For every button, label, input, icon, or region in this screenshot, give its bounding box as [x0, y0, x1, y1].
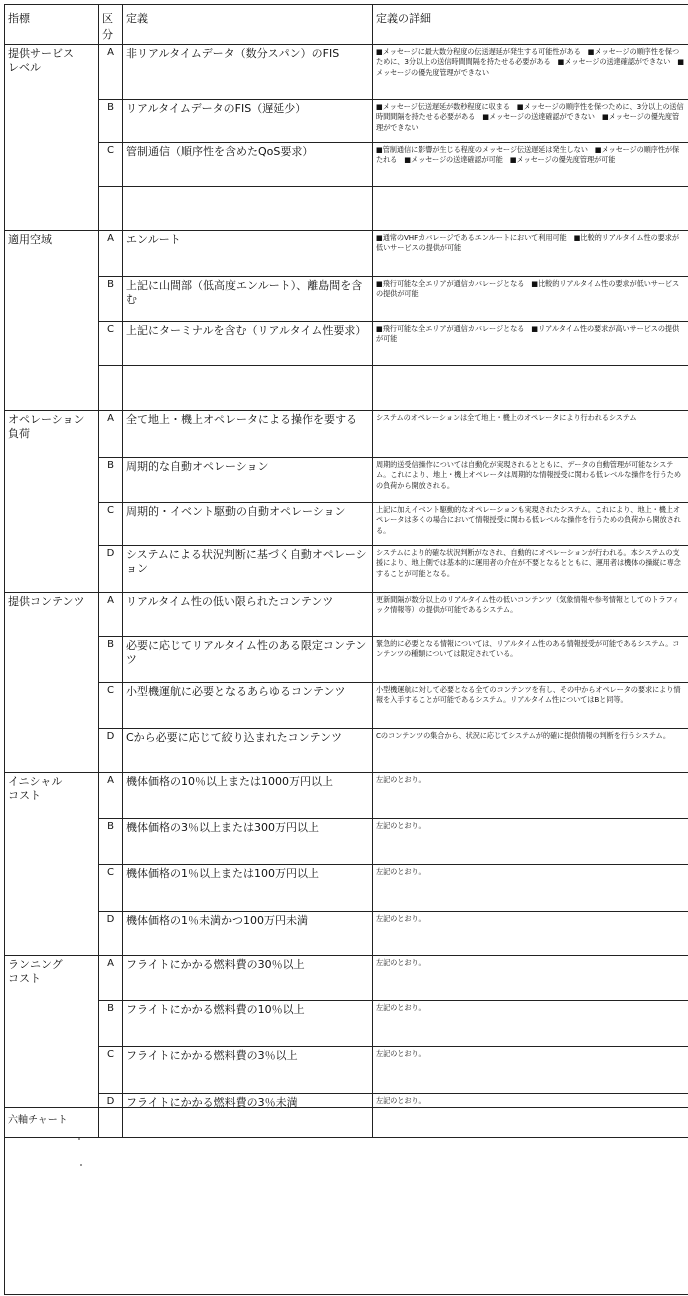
table-row: [5, 45, 688, 100]
class-cell: [99, 187, 123, 231]
header-class: 区分: [99, 5, 123, 45]
indicator-name-line: 負荷: [8, 427, 30, 440]
detail-cell: 周期的送受信操作については自動化が実現されるとともに、データの自動管理が可能なシステム。これにより、地上・機上オペレータは周期的な情報授受に関わる低レベルな操作を行うための負荷から開放される。: [373, 458, 688, 503]
class-cell: D: [99, 1094, 123, 1138]
detail-cell: ■通常のVHFカバレージであるエンルートにおいて利用可能 ■比較的リアルタイム性の要求が低いサービスの提供が可能: [373, 231, 688, 277]
definition-cell: 小型機運航に必要となるあらゆるコンテンツ: [123, 683, 373, 729]
detail-cell: [373, 187, 688, 231]
definition-cell: 上記に山間部（低高度エンルート）、離島間を含む: [123, 277, 373, 322]
detail-cell: ■メッセージに最大数分程度の伝送遅延が発生する可能性がある ■メッセージの順序性を保つために、3分以上の送信時間間隔を持たせる必要がある ■メッセージの送達確認ができない ■メッセージの優先度管理ができない: [373, 45, 688, 100]
definition-cell: 必要に応じてリアルタイム性のある限定コンテンツ: [123, 637, 373, 683]
table-row: [5, 187, 688, 231]
definition-cell: フライトにかかる燃料費の3％未満: [123, 1094, 373, 1138]
detail-cell: ■管制通信に影響が生じる程度のメッセージ伝送遅延は発生しない ■メッセージの順序性が保たれる ■メッセージの送達確認が可能 ■メッセージの優先度管理が可能: [373, 143, 688, 187]
detail-cell: システムのオペレーションは全て地上・機上のオペレータにより行われるシステム: [373, 411, 688, 458]
table-row: [5, 322, 688, 366]
class-cell: A: [99, 411, 123, 458]
indicator-name-line: 適用空域: [8, 233, 52, 246]
detail-cell: 左記のとおり。: [373, 865, 688, 912]
table-row: [5, 637, 688, 683]
table-row: [5, 231, 688, 277]
table-row: [5, 503, 688, 546]
table-row: [5, 956, 688, 1001]
detail-cell: ■飛行可能な全エリアが通信カバレージとなる ■リアルタイム性の要求が高いサービスの提供が可能: [373, 322, 688, 366]
definition-cell: 周期的な自動オペレーション: [123, 458, 373, 503]
header-indicator: 指標: [5, 5, 99, 45]
indicator-name-line: 提供サービス: [8, 47, 74, 60]
table-row: [5, 729, 688, 773]
indicator-name-line: 提供コンテンツ: [8, 595, 85, 608]
class-cell: B: [99, 277, 123, 322]
indicator-cell: [5, 411, 99, 593]
detail-cell: 左記のとおり。: [373, 819, 688, 865]
detail-cell: [373, 366, 688, 411]
definition-cell: 管制通信（順序性を含めたQoS要求）: [123, 143, 373, 187]
definition-cell: 上記にターミナルを含む（リアルタイム性要求）: [123, 322, 373, 366]
detail-cell: Cのコンテンツの集合から、状況に応じてシステムが的確に提供情報の判断を行うシステム。: [373, 729, 688, 773]
definition-cell: リアルタイムデータのFIS（遅延少）: [123, 100, 373, 143]
table-row: [5, 366, 688, 411]
definition-cell: フライトにかかる燃料費の3％以上: [123, 1047, 373, 1094]
hexagon-chart-area: [4, 1107, 688, 1295]
indicator-cell: [5, 231, 99, 411]
detail-cell: 左記のとおり。: [373, 1047, 688, 1094]
detail-cell: ■飛行可能な全エリアが通信カバレージとなる ■比較的リアルタイム性の要求が低いサービスの提供が可能: [373, 277, 688, 322]
definition-cell: [123, 187, 373, 231]
indicator-cell: [5, 593, 99, 773]
table-row: [5, 100, 688, 143]
class-cell: A: [99, 231, 123, 277]
definition-cell: Cから必要に応じて絞り込まれたコンテンツ: [123, 729, 373, 773]
table-row: [5, 1047, 688, 1094]
table-row: [5, 773, 688, 819]
indicator-name-line: コスト: [8, 789, 41, 802]
class-cell: C: [99, 683, 123, 729]
detail-cell: 左記のとおり。: [373, 1094, 688, 1138]
detail-cell: 左記のとおり。: [373, 912, 688, 956]
definition-cell: エンルート: [123, 231, 373, 277]
table-row: [5, 546, 688, 593]
definition-table: [4, 4, 688, 1138]
definition-cell: システムによる状況判断に基づく自動オペレーション: [123, 546, 373, 593]
table-row: [5, 411, 688, 458]
detail-cell: 左記のとおり。: [373, 1001, 688, 1047]
class-cell: C: [99, 322, 123, 366]
table-row: [5, 912, 688, 956]
table-row: [5, 458, 688, 503]
header-detail: 定義の詳細: [373, 5, 688, 45]
table-row: [5, 819, 688, 865]
class-cell: B: [99, 1001, 123, 1047]
class-cell: C: [99, 865, 123, 912]
indicator-name-line: オペレーション: [8, 413, 85, 426]
hexagon-chart-label: 六軸チャート: [8, 1115, 68, 1126]
table-row: [5, 277, 688, 322]
class-cell: [99, 366, 123, 411]
detail-cell: 更新間隔が数分以上のリアルタイム性の低いコンテンツ（気象情報や参考情報としてのトラフィック情報等）の提供が可能であるシステム。: [373, 593, 688, 637]
class-cell: B: [99, 819, 123, 865]
class-cell: A: [99, 45, 123, 100]
class-cell: D: [99, 546, 123, 593]
class-cell: A: [99, 593, 123, 637]
definition-cell: リアルタイム性の低い限られたコンテンツ: [123, 593, 373, 637]
definition-cell: 機体価格の1％未満かつ100万円未満: [123, 912, 373, 956]
indicator-cell: [5, 773, 99, 956]
table-row: [5, 683, 688, 729]
definition-cell: フライトにかかる燃料費の10％以上: [123, 1001, 373, 1047]
indicator-name-line: ランニング: [8, 958, 63, 971]
detail-cell: 小型機運航に対して必要となる全てのコンテンツを有し、その中からオペレータの要求により情報を入手することが可能であるシステム。リアルタイム性についてはBと同等。: [373, 683, 688, 729]
class-cell: A: [99, 956, 123, 1001]
class-cell: B: [99, 458, 123, 503]
table-row: [5, 593, 688, 637]
definition-cell: フライトにかかる燃料費の30％以上: [123, 956, 373, 1001]
header-row: [5, 5, 688, 45]
scan-speck: [78, 1138, 80, 1140]
indicator-name-line: イニシャル: [8, 775, 63, 788]
detail-cell: 上記に加えイベント駆動的なオペレーションも実現されたシステム。これにより、地上・機上オペレータは多くの場合において情報授受に関わる低レベルな操作を行うための負荷から開放される。: [373, 503, 688, 546]
definition-cell: 周期的・イベント駆動の自動オペレーション: [123, 503, 373, 546]
class-cell: C: [99, 143, 123, 187]
scan-speck: [80, 1164, 82, 1166]
class-cell: C: [99, 503, 123, 546]
class-cell: B: [99, 637, 123, 683]
definition-cell: 全て地上・機上オペレータによる操作を要する: [123, 411, 373, 458]
definition-cell: [123, 366, 373, 411]
indicator-cell: [5, 45, 99, 231]
header-definition: 定義: [123, 5, 373, 45]
indicator-name-line: レベル: [8, 61, 41, 74]
class-cell: D: [99, 912, 123, 956]
definition-cell: 機体価格の1％以上または100万円以上: [123, 865, 373, 912]
detail-cell: システムにより的確な状況判断がなされ、自動的にオペレーションが行われる。本システムの支援により、地上側では基本的に運用者の介在が不要となるとともに、運用者は機体の操縦に専念することが可能となる。: [373, 546, 688, 593]
detail-cell: 左記のとおり。: [373, 773, 688, 819]
table-row: [5, 865, 688, 912]
definition-cell: 機体価格の10％以上または1000万円以上: [123, 773, 373, 819]
detail-cell: 左記のとおり。: [373, 956, 688, 1001]
detail-cell: 緊急的に必要となる情報については、リアルタイム性のある情報授受が可能であるシステム。コンテンツの種類については限定されている。: [373, 637, 688, 683]
class-cell: B: [99, 100, 123, 143]
table-row: [5, 1001, 688, 1047]
definition-cell: 機体価格の3％以上または300万円以上: [123, 819, 373, 865]
definition-cell: 非リアルタイムデータ（数分スパン）のFIS: [123, 45, 373, 100]
class-cell: C: [99, 1047, 123, 1094]
table-row: [5, 143, 688, 187]
class-cell: D: [99, 729, 123, 773]
detail-cell: ■メッセージ伝送遅延が数秒程度に収まる ■メッセージの順序性を保つために、3分以上の送信時間間隔を持たせる必要がある ■メッセージの送達確認ができない ■メッセージの優先度管理ができない: [373, 100, 688, 143]
class-cell: A: [99, 773, 123, 819]
indicator-name-line: コスト: [8, 972, 41, 985]
